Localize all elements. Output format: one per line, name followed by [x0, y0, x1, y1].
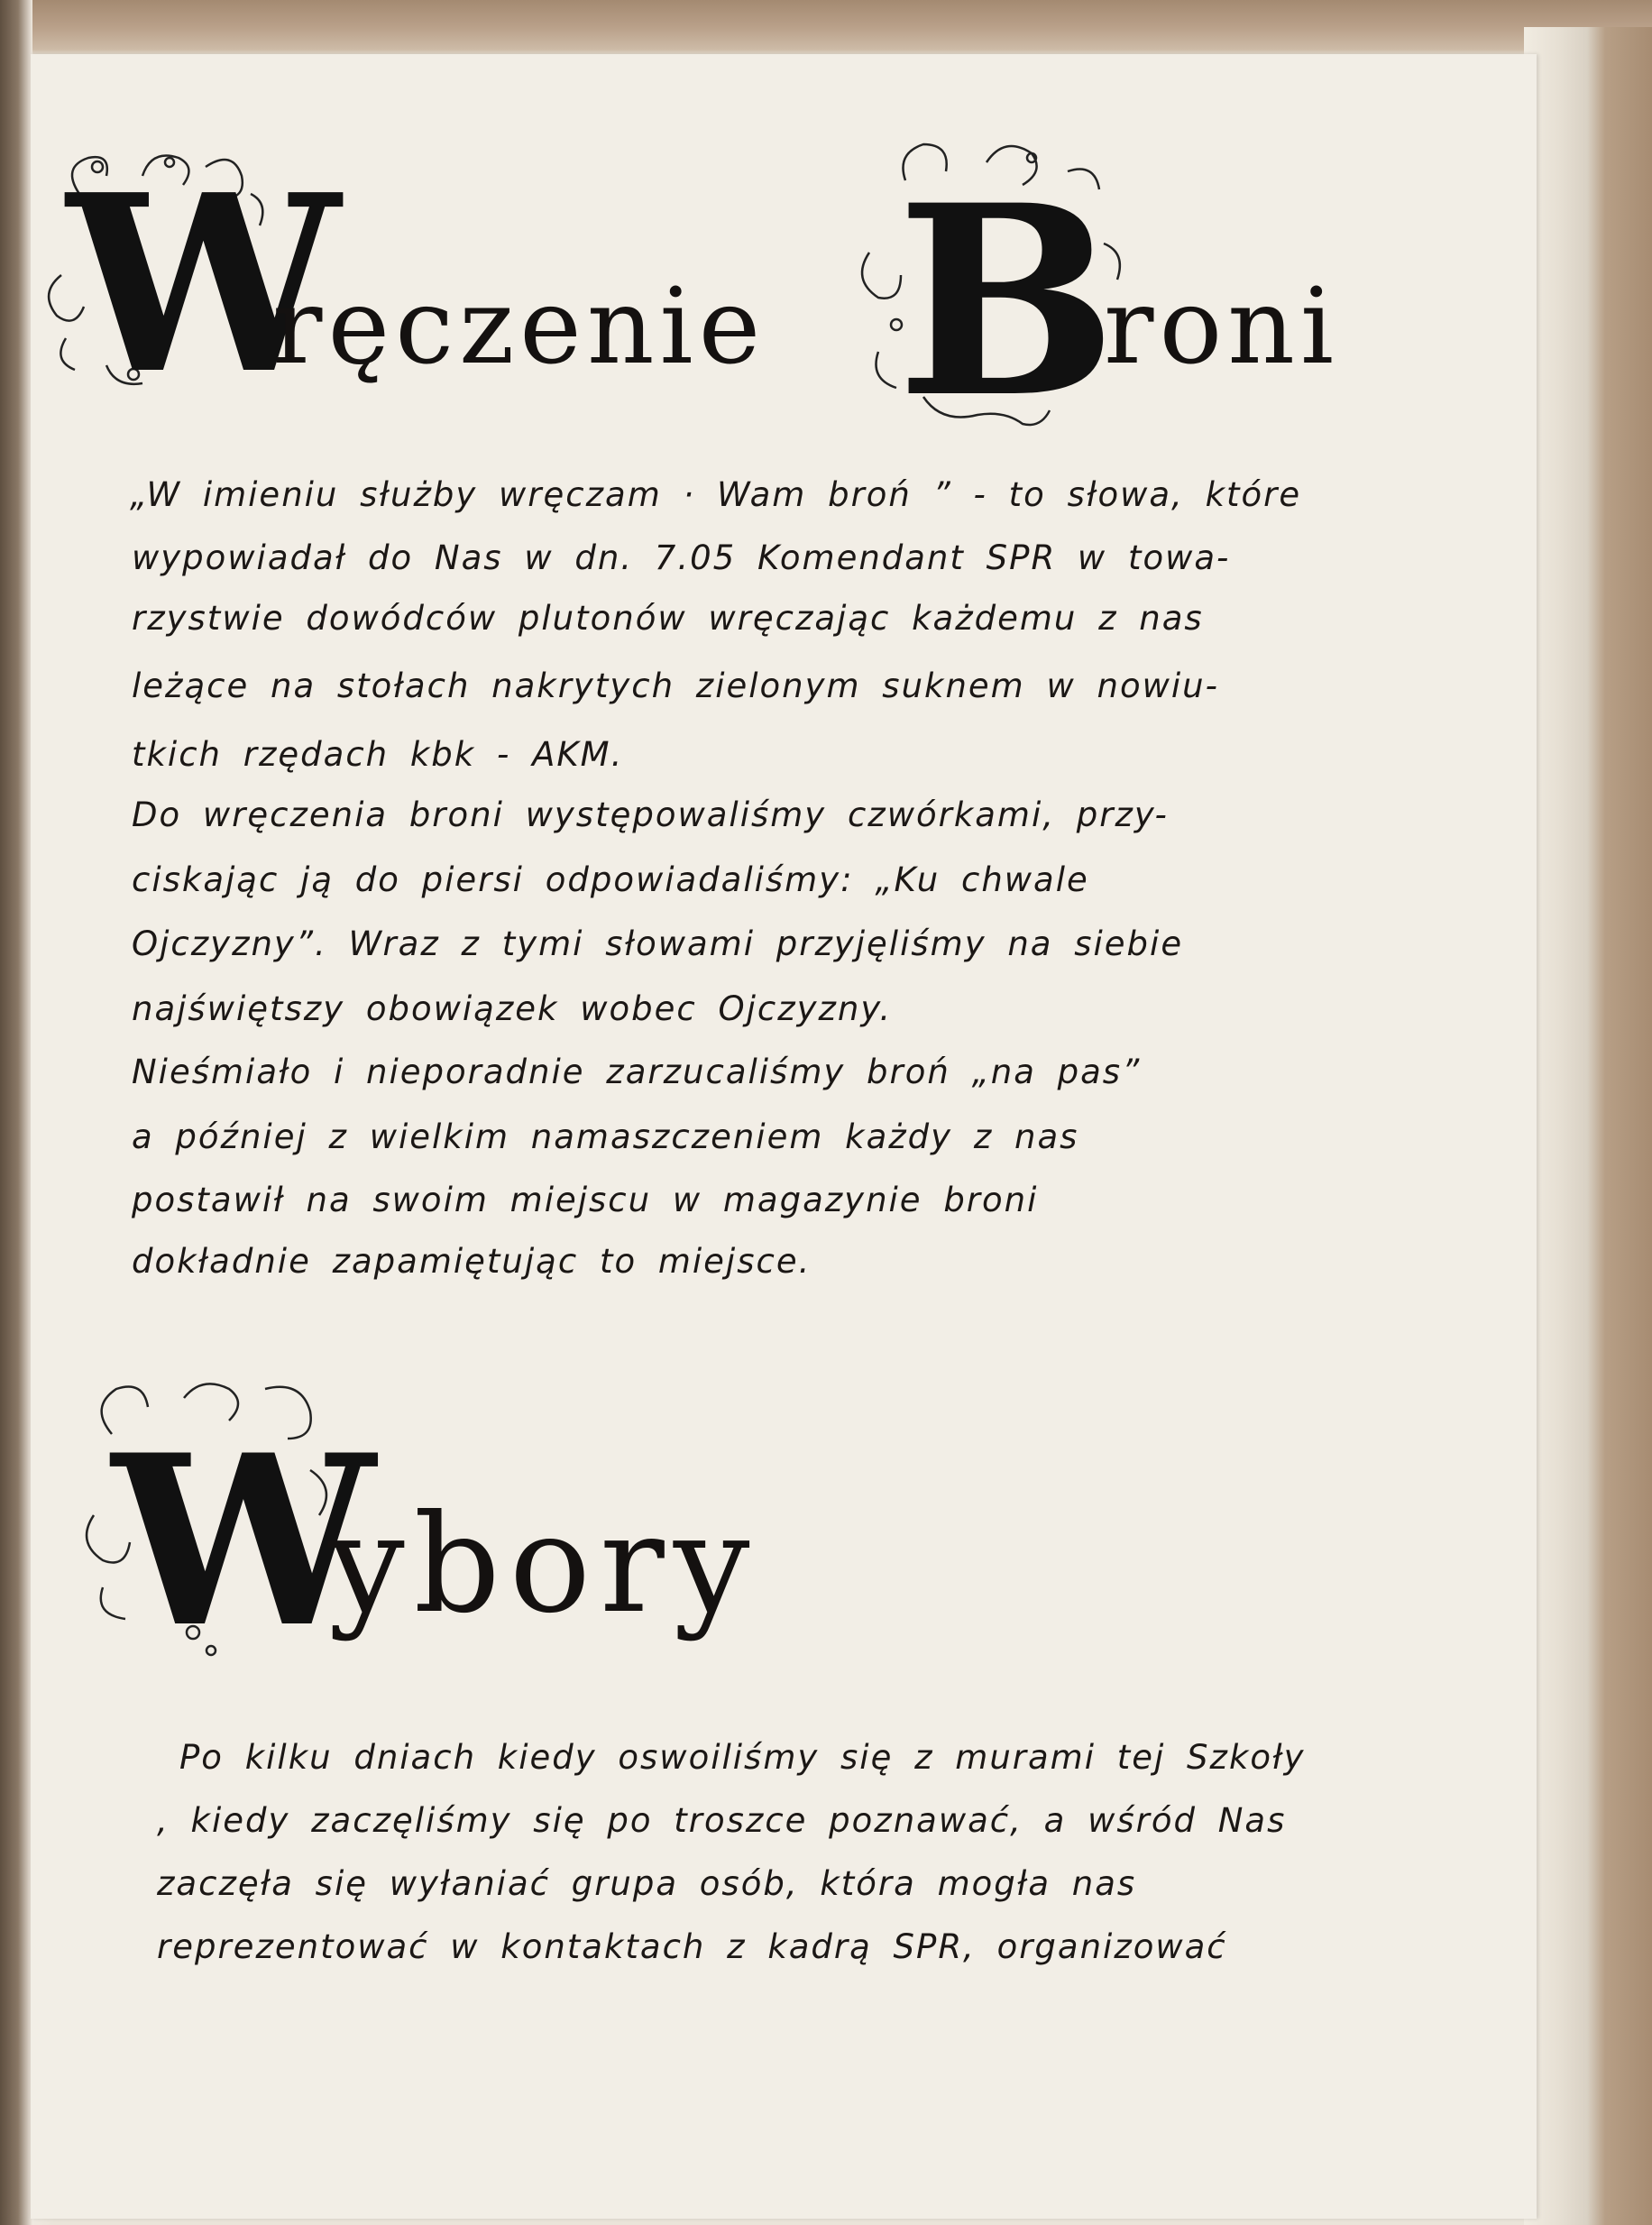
body-line: Nieśmiało i nieporadnie zarzucaliśmy broń „na pas”	[132, 1053, 1142, 1091]
body-line: Do wręczenia broni występowaliśmy czwórkami, przy-	[132, 795, 1169, 834]
title-initial-b: B	[896, 149, 1118, 455]
title-word-roni: roni	[1104, 266, 1340, 388]
body-line: Po kilku dniach kiedy oswoiliśmy się z murami tej Szkoły	[179, 1738, 1306, 1777]
body-line: dokładnie zapamiętując to miejsce.	[132, 1242, 812, 1281]
body-line: najświętszy obowiązek wobec Ojczyzny.	[132, 989, 893, 1028]
body-line: zaczęła się wyłaniać grupa osób, która mogła nas	[157, 1864, 1137, 1903]
title-word-ybory: ybory	[328, 1486, 759, 1643]
body-line: Ojczyzny”. Wraz z tymi słowami przyjęliśmy na siebie	[132, 924, 1184, 963]
title-initial-w2: W	[112, 1404, 375, 1679]
body-line: „W imieniu służby wręczam · Wam broń ” - to słowa, które	[130, 475, 1302, 514]
body-line: tkich rzędach kbk - AKM.	[132, 735, 624, 774]
body-line: rzystwie dowódców plutonów wręczając każdemu z nas	[132, 599, 1204, 638]
body-line: , kiedy zaczęliśmy się po troszce poznawać, a wśród Nas	[157, 1801, 1287, 1840]
title-word-wreczenie: ręczenie	[272, 266, 766, 388]
body-line: wypowiadał do Nas w dn. 7.05 Komendant SPR w towa-	[132, 538, 1231, 577]
body-line: reprezentować w kontaktach z kadrą SPR, organizować	[157, 1927, 1227, 1966]
book-cover-top	[32, 0, 1652, 56]
book-edge	[1524, 27, 1652, 2225]
body-line: a później z wielkim namaszczeniem każdy z nas	[132, 1117, 1079, 1156]
page-sheet	[31, 54, 1537, 2219]
body-line: postawił na swoim miejscu w magazynie broni	[132, 1181, 1039, 1219]
body-line: leżące na stołach nakrytych zielonym suknem w nowiu-	[132, 667, 1219, 705]
body-line: ciskając ją do piersi odpowiadaliśmy: „Ku chwale	[132, 860, 1089, 899]
title-initial-w: W	[67, 141, 341, 428]
